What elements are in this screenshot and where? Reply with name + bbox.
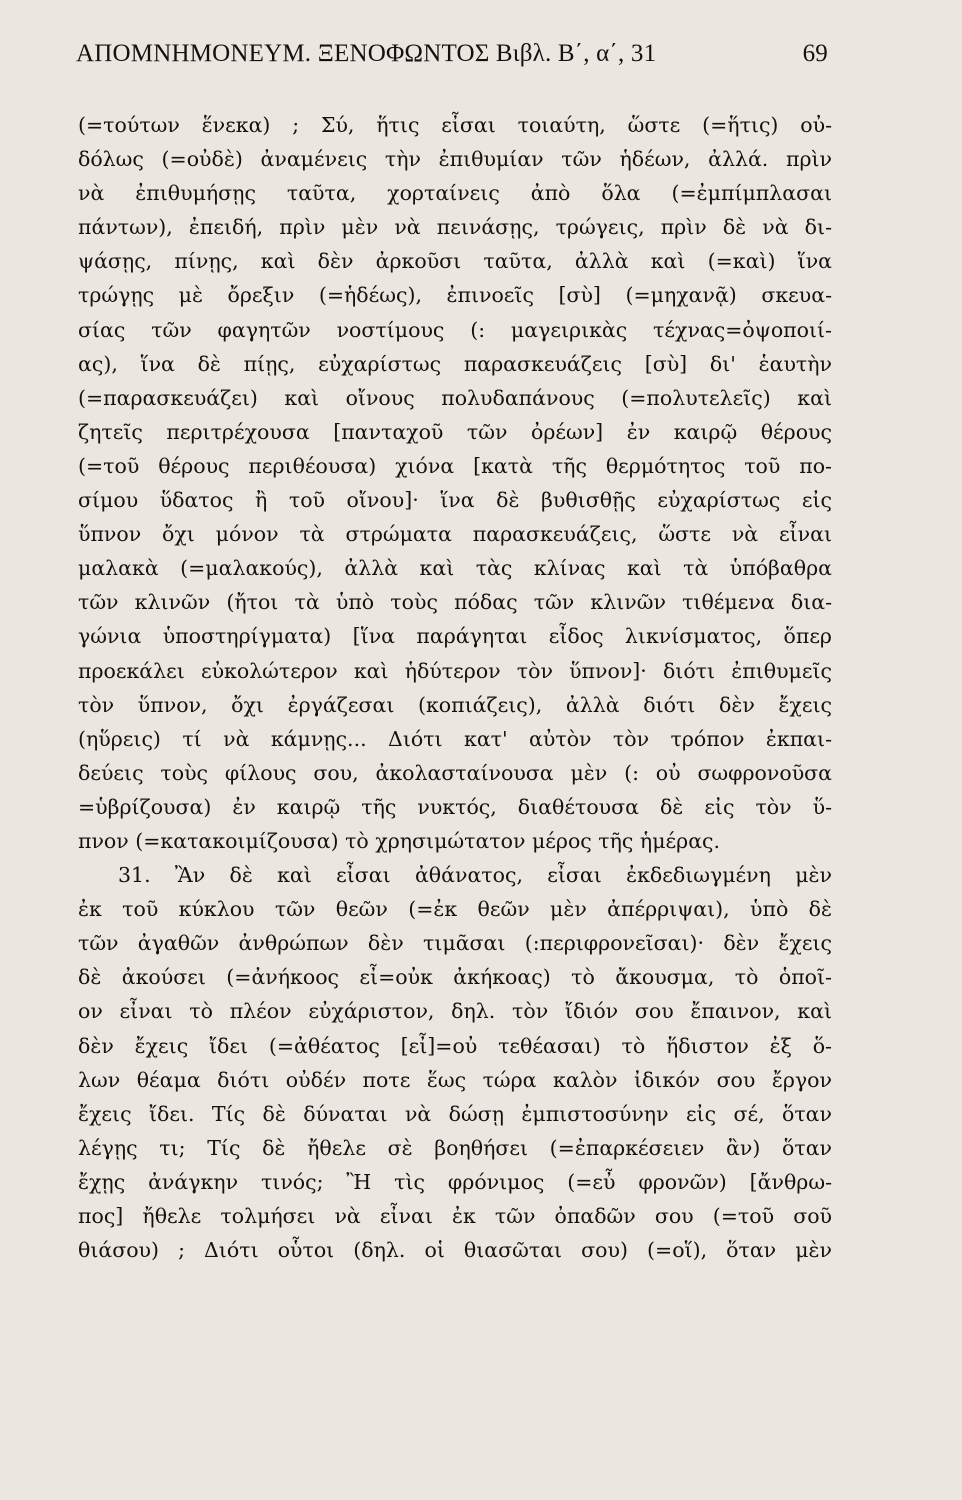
text-line: ἐκ τοῦ κύκλου τῶν θεῶν (=ἐκ θεῶν μὲν ἀπέρριψαι), ὑπὸ δὲ [78,897,832,922]
text-line: δὲν ἔχεις ἴδει (=ἀθέατος [εἶ]=οὐ τεθέασαι) τὸ ἥδιστον ἐξ ὅ- [78,1033,832,1058]
text-line: ἔχεις ἴδει. Τίς δὲ δύναται νὰ δώσῃ ἐμπιστοσύνην εἰς σέ, ὅταν [78,1101,832,1126]
text-line: (=τοῦ θέρους περιθέουσα) χιόνα [κατὰ τῆς θερμότητος τοῦ πο- [78,453,832,478]
text-line: ψάσῃς, πίνῃς, καὶ δὲν ἀρκοῦσι ταῦτα, ἀλλὰ καὶ (=καὶ) ἵνα [78,249,832,274]
section-31-start-line: 31. Ἂν δὲ καὶ εἶσαι ἀθάνατος, εἶσαι ἐκδεδιωγμένη μὲν [118,863,832,888]
text-line: λων θέαμα διότι οὐδέν ποτε ἕως τώρα καλὸν ἰδικόν σου ἔργον [78,1067,832,1092]
text-line: μαλακὰ (=μαλακούς), ἀλλὰ καὶ τὰς κλίνας καὶ τὰ ὑπόβαθρα [78,556,832,581]
text-line: σίας τῶν φαγητῶν νοστίμους (: μαγειρικὰς τέχνας=ὀψοποιί- [78,317,832,342]
text-line: δόλως (=οὐδὲ) ἀναμένεις τὴν ἐπιθυμίαν τῶν ἡδέων, ἀλλά. πρὶν [78,147,832,172]
text-line: πάντων), ἐπειδή, πρὶν μὲν νὰ πεινάσῃς, τρώγεις, πρὶν δὲ νὰ δι- [78,215,832,240]
text-line: ζητεῖς περιτρέχουσα [πανταχοῦ τῶν ὀρέων] ἐν καιρῷ θέρους [78,419,832,444]
text-line: πος] ἤθελε τολμήσει νὰ εἶναι ἐκ τῶν ὀπαδῶν σου (=τοῦ σοῦ [78,1204,832,1228]
text-line: τῶν κλινῶν (ἤτοι τὰ ὑπὸ τοὺς πόδας τῶν κλινῶν τιθέμενα δια- [78,590,832,615]
body-text [78,108,832,1267]
text-line: γώνια ὑποστηρίγματα) [ἵνα παράγηται εἶδος λικνίσματος, ὅπερ [78,624,832,649]
page-number: 69 [802,40,828,67]
text-line: ἔχῃς ἀνάγκην τινός; Ἢ τὶς φρόνιμος (=εὖ φρονῶν) [ἄνθρω- [78,1169,832,1194]
paragraph-end-line: πνον (=κατακοιμίζουσα) τὸ χρησιμώτατον μέρος τῆς ἡμέρας. [78,828,721,853]
text-line: τρώγῃς μὲ ὄρεξιν (=ἡδέως), ἐπινοεῖς [σὺ] (=μηχανᾷ) σκευα- [78,283,832,308]
text-line: δὲ ἀκούσει (=ἀνήκοος εἶ=οὐκ ἀκήκοας) τὸ ἄκουσμα, τὸ ὁποῖ- [78,965,832,990]
running-head [76,40,828,80]
text-line: λέγῃς τι; Τίς δὲ ἤθελε σὲ βοηθήσει (=ἐπαρκέσειεν ἂν) ὅταν [78,1135,832,1160]
text-line: (=τούτων ἕνεκα) ; Σύ, ἥτις εἶσαι τοιαύτη, ὥστε (=ἥτις) οὐ- [78,113,832,137]
text-line: ας), ἵνα δὲ πίῃς, εὐχαρίστως παρασκευάζεις [σὺ] δι' ἑαυτὴν [78,351,832,376]
text-line: προεκάλει εὐκολώτερον καὶ ἡδύτερον τὸν ὕπνον]· διότι ἐπιθυμεῖς [78,658,832,683]
text-line: =ὑβρίζουσα) ἐν καιρῷ τῆς νυκτός, διαθέτουσα δὲ εἰς τὸν ὕ- [78,794,832,819]
text-line: ὕπνον ὄχι μόνον τὰ στρώματα παρασκευάζεις, ὥστε νὰ εἶναι [78,522,832,547]
text-line: τὸν ὕπνον, ὄχι ἐργάζεσαι (κοπιάζεις), ἀλλὰ διότι δὲν ἔχεις [78,692,832,717]
text-line: (ηὕρεις) τί νὰ κάμνῃς... Διότι κατ' αὐτὸν τὸν τρόπον ἐκπαι- [78,726,832,751]
text-line: σίμου ὕδατος ἢ τοῦ οἴνου]· ἵνα δὲ βυθισθῇς εὐχαρίστως εἰς [78,488,832,513]
text-line: (=παρασκευάζει) καὶ οἴνους πολυδαπάνους (=πολυτελεῖς) καὶ [78,385,832,410]
text-line: δεύεις τοὺς φίλους σου, ἀκολασταίνουσα μὲν (: οὐ σωφρονοῦσα [78,760,832,785]
running-head-title: ΑΠΟΜΝΗΜΟΝΕΥΜ. ΞΕΝΟΦΩΝΤΟΣ Βιβλ. Β΄, α΄, 31 [76,40,657,67]
text-line: ον εἶναι τὸ πλέον εὐχάριστον, δηλ. τὸν ἴδιόν σου ἔπαινον, καὶ [78,999,832,1024]
text-line: νὰ ἐπιθυμήσῃς ταῦτα, χορταίνεις ἀπὸ ὅλα (=ἐμπίμπλασαι [78,181,832,206]
text-line: τῶν ἀγαθῶν ἀνθρώπων δὲν τιμᾶσαι (:περιφρονεῖσαι)· δὲν ἔχεις [78,931,832,956]
text-line: θιάσου) ; Διότι οὗτοι (δηλ. οἱ θιασῶται σου) (=οἵ), ὅταν μὲν [78,1238,832,1263]
